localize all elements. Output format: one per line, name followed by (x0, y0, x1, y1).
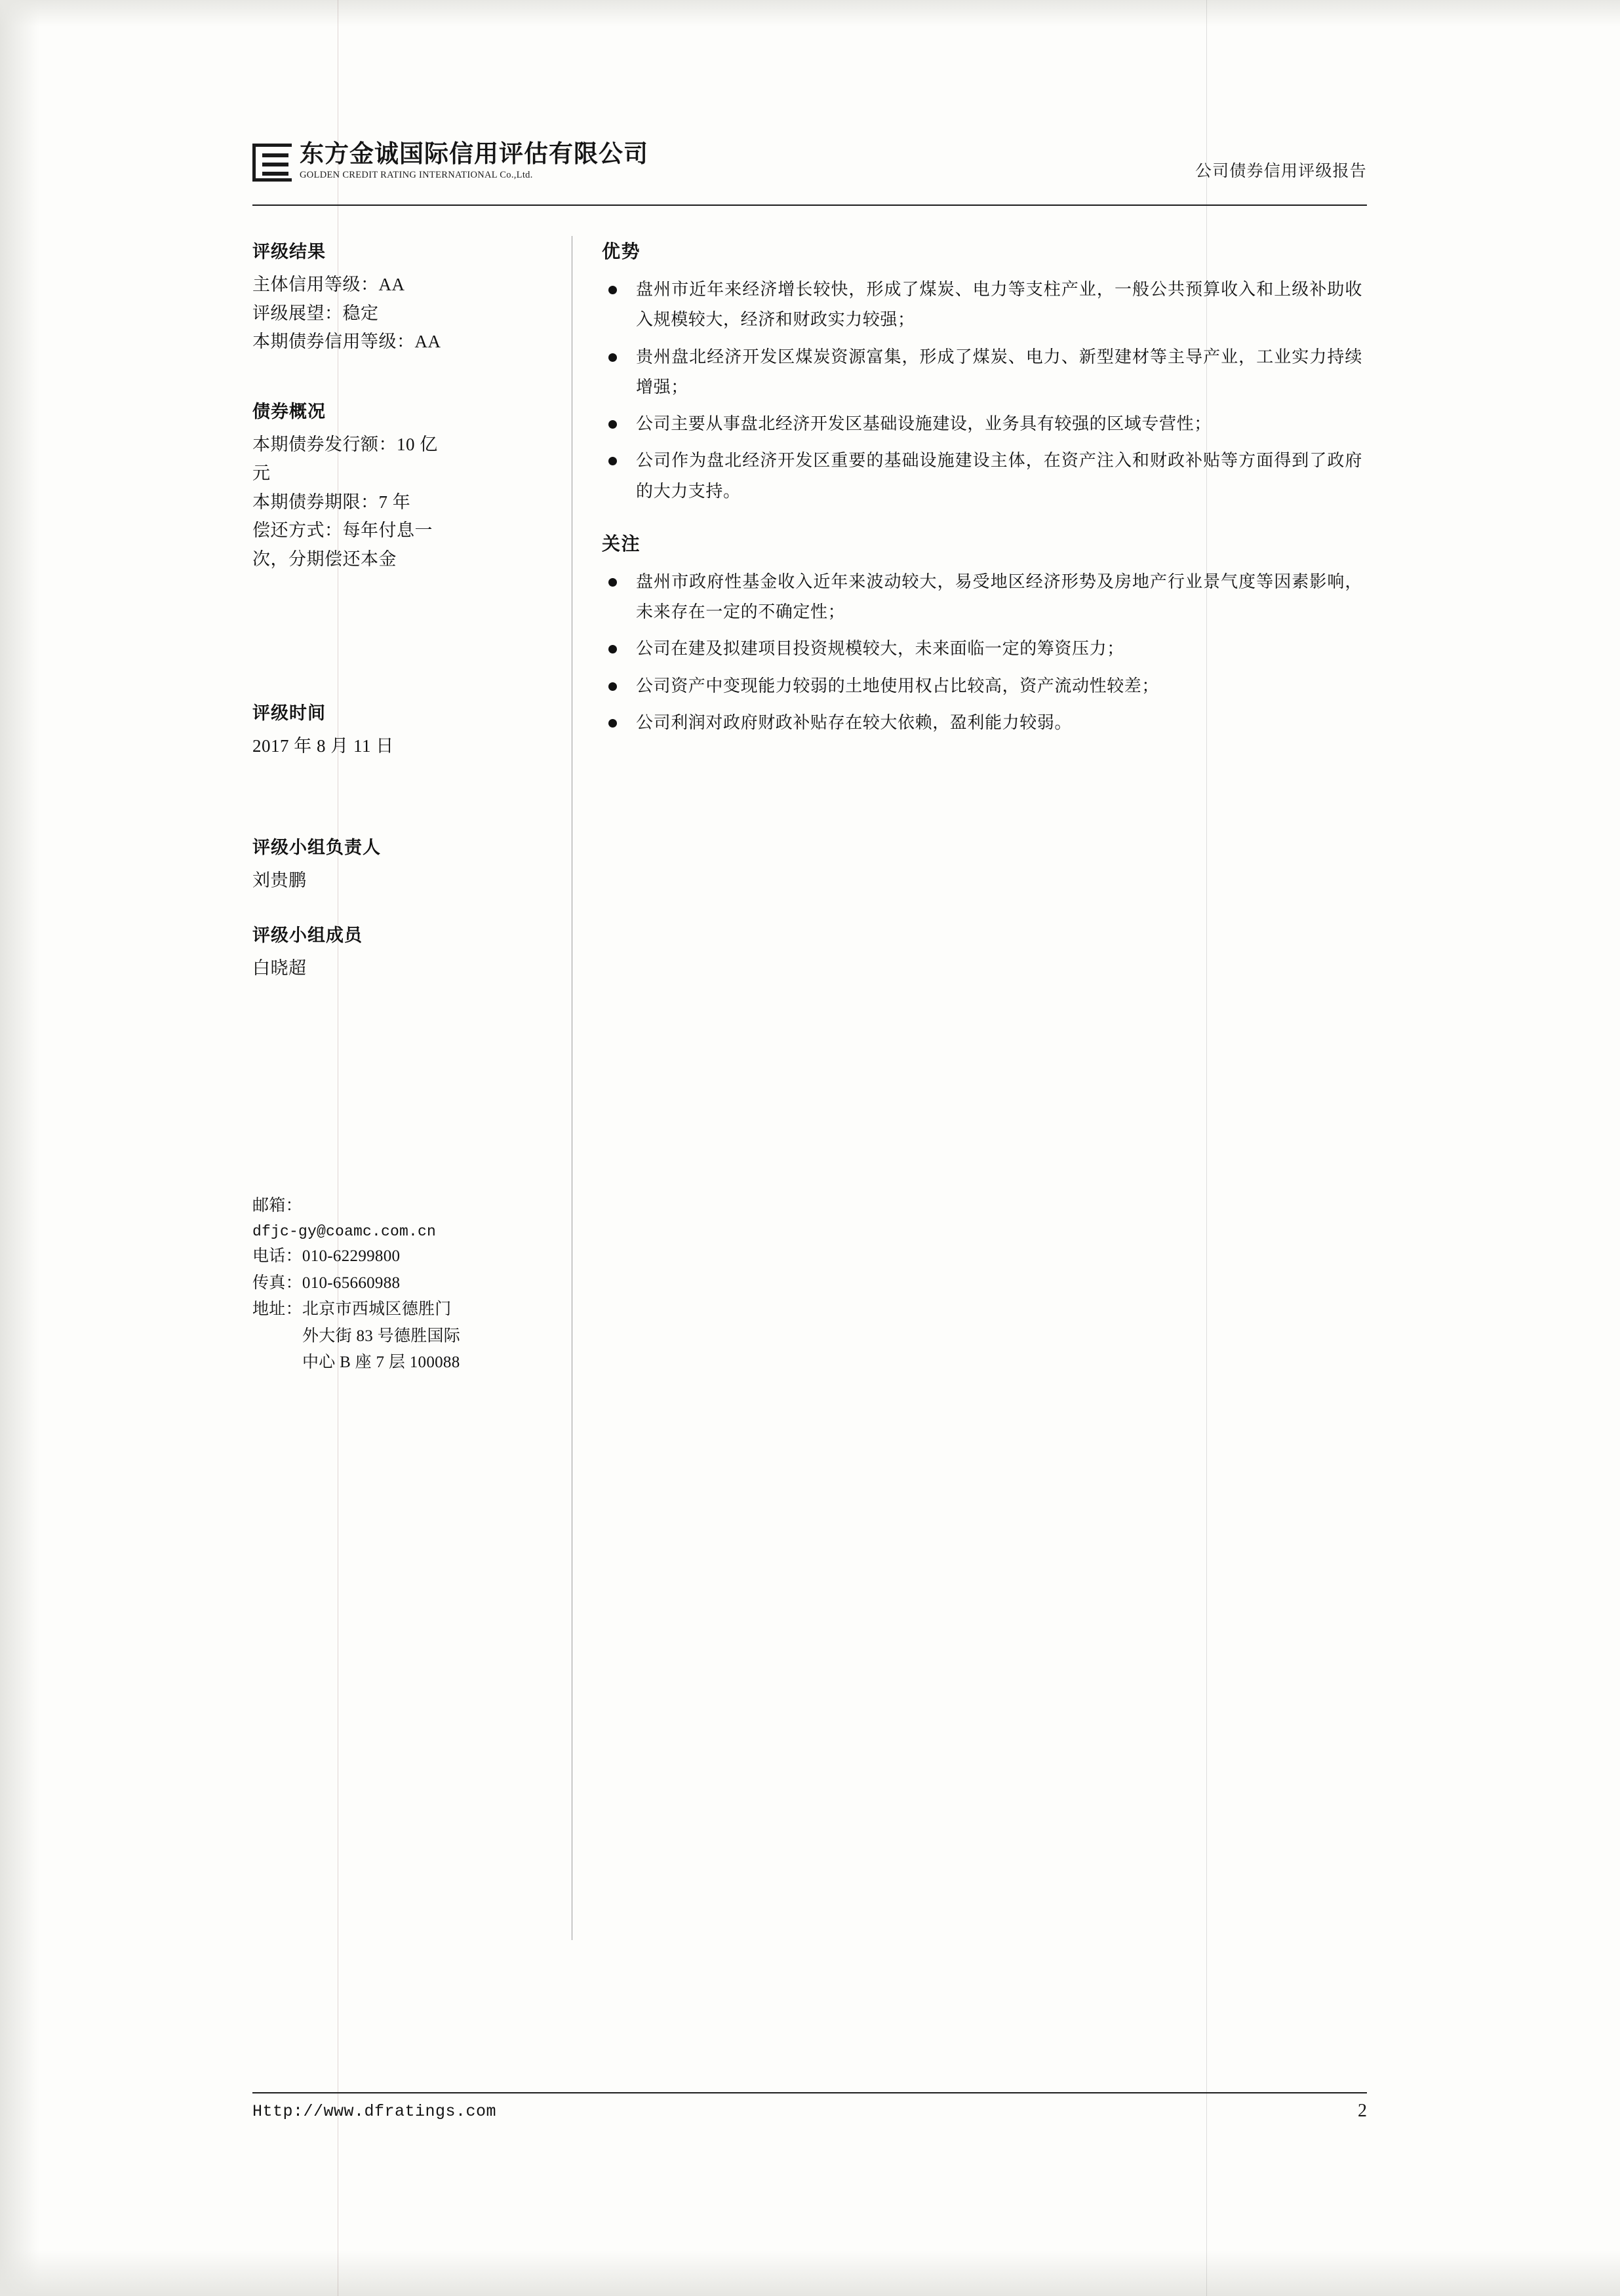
concerns-list (602, 566, 1362, 737)
company-logo (252, 141, 648, 182)
fax-line: 传真：010-65660988 (252, 1274, 401, 1292)
page-header (252, 141, 1367, 204)
email-value[interactable]: dfjc-gy@coamc.com.cn (252, 1222, 437, 1240)
rating-time-value: 2017 年 8 月 11 日 (252, 735, 394, 756)
concerns-title: 关注 (602, 533, 641, 554)
list-item: 公司作为盘北经济开发区重要的基础设施建设主体，在资产注入和财政补贴等方面得到了政府的大力支持。 (602, 445, 1362, 506)
bond-overview-line-2: 元 (252, 463, 271, 483)
bond-overview-line-1: 本期债券发行额：10 亿 (252, 435, 438, 455)
list-item: 公司利润对政府财政补贴存在较大依赖，盈利能力较弱。 (602, 707, 1362, 737)
list-item: 公司资产中变现能力较弱的土地使用权占比较高，资产流动性较差； (602, 671, 1362, 701)
list-item: 公司在建及拟建项目投资规模较大，未来面临一定的筹资压力； (602, 633, 1362, 663)
telephone-line: 电话：010-62299800 (252, 1247, 401, 1266)
footer-divider (252, 2092, 1367, 2093)
team-member-name: 白晓超 (252, 958, 307, 979)
spacer-right-1 (602, 513, 1362, 530)
spacer-1 (252, 357, 557, 397)
bond-overview-line-3: 本期债券期限：7 年 (252, 492, 411, 512)
footer-website-url[interactable]: Http://www.dfratings.com (252, 2101, 497, 2121)
spacer-4 (252, 895, 557, 921)
team-member-title: 评级小组成员 (252, 925, 363, 946)
strengths-list (602, 274, 1362, 506)
scan-edge-bottom (0, 2250, 1620, 2296)
address-line-1: 地址：北京市西城区德胜门 (252, 1300, 452, 1319)
spacer-5 (252, 983, 557, 1193)
page-number: 2 (1358, 2101, 1367, 2121)
list-item: 盘州市政府性基金收入近年来波动较大，易受地区经济形势及房地产行业景气度等因素影响，未来存在一定的不确定性； (602, 566, 1362, 627)
strengths-title: 优势 (602, 241, 641, 262)
rating-time-title: 评级时间 (252, 703, 326, 723)
scan-edge-left (0, 0, 39, 2296)
left-column (252, 237, 557, 1376)
team-leader-name: 刘贵鹏 (252, 870, 307, 890)
page-footer (252, 2101, 1367, 2122)
rating-result-line-2: 评级展望：稳定 (252, 303, 379, 323)
bond-overview-title: 债券概况 (252, 402, 326, 422)
address-line-3: 中心 B 座 7 层 100088 (302, 1353, 460, 1372)
rating-result-title: 评级结果 (252, 242, 326, 262)
spacer-2 (252, 574, 557, 699)
scan-edge-top (0, 0, 1620, 26)
team-leader-title: 评级小组负责人 (252, 837, 381, 857)
list-item: 公司主要从事盘北经济开发区基础设施建设，业务具有较强的区域专营性； (602, 408, 1362, 438)
list-item: 盘州市近年来经济增长较快，形成了煤炭、电力等支柱产业，一般公共预算收入和上级补助收入规模较大，经济和财政实力较强； (602, 274, 1362, 335)
company-name-en: GOLDEN CREDIT RATING INTERNATIONAL Co.,Ltd. (300, 169, 533, 180)
spacer-3 (252, 761, 557, 833)
email-label: 邮箱： (252, 1197, 302, 1215)
company-name-cn: 东方金诚国际信用评估有限公司 (300, 140, 648, 167)
logo-mark-icon (252, 144, 292, 182)
rating-result-line-3: 本期债券信用等级：AA (252, 332, 441, 352)
page-body (252, 229, 1367, 2038)
bond-overview-line-4: 偿还方式：每年付息一 (252, 520, 433, 541)
rating-result-line-1: 主体信用等级：AA (252, 275, 405, 294)
list-item: 贵州盘北经济开发区煤炭资源富集，形成了煤炭、电力、新型建材等主导产业，工业实力持续增强； (602, 341, 1362, 402)
address-line-2: 外大街 83 号德胜国际 (302, 1327, 461, 1345)
bond-overview-line-5: 次，分期偿还本金 (252, 549, 397, 570)
document-type-label: 公司债券信用评级报告 (1195, 162, 1367, 180)
right-column (602, 237, 1362, 744)
header-divider (252, 204, 1367, 206)
